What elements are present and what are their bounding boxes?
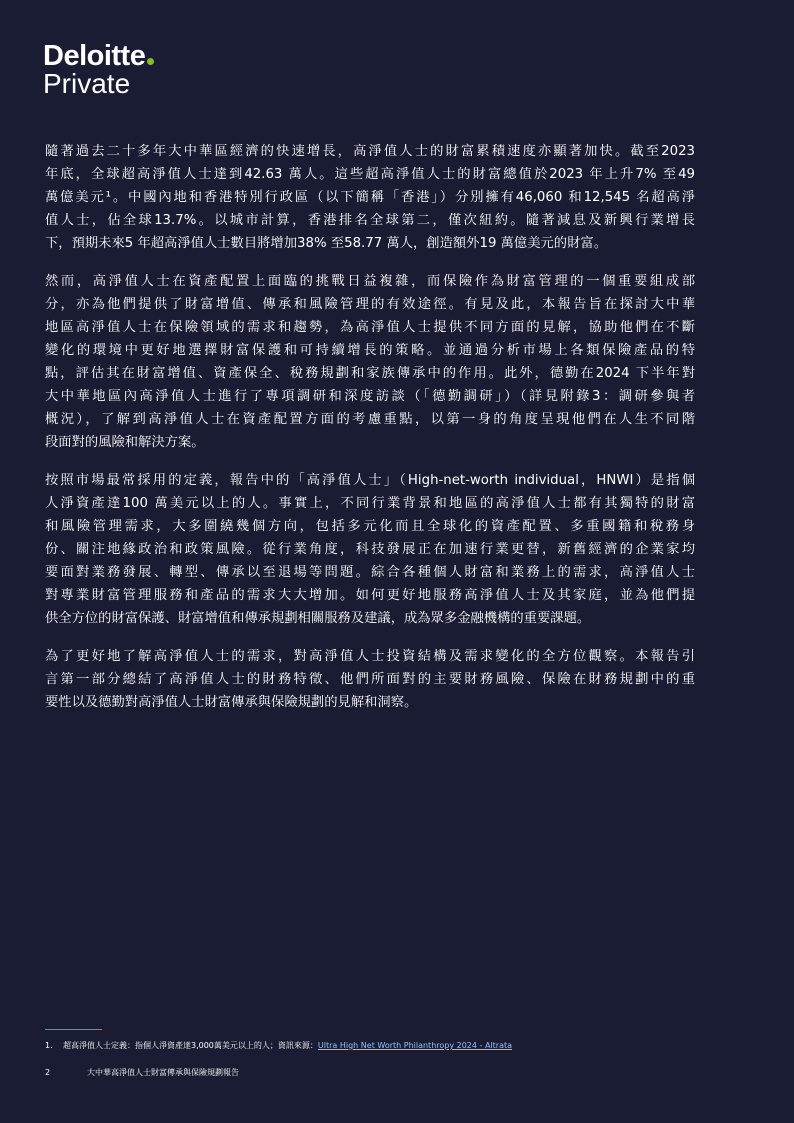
paragraph-line: 然而，高淨值人士在資產配置上面臨的挑戰日益複雜，而保險作為財富管理的一個重要組成部 xyxy=(45,274,695,289)
body-paragraph xyxy=(45,469,695,630)
paragraph-line: 對專業財富管理服務和產品的需求大大增加。如何更好地服務高淨值人士及其家庭，並為他們提 xyxy=(45,588,695,603)
paragraph-line: 人淨資產達100 萬美元以上的人。事實上，不同行業背景和地區的高淨值人士都有其獨特的財富 xyxy=(45,496,695,511)
paragraph-line: 言第一部分總結了高淨值人士的財務特徵、他們所面對的主要財務風險、保險在財務規劃中的重 xyxy=(45,672,695,687)
footnote-source-link[interactable]: Ultra High Net Worth Philanthropy 2024 - Altrata xyxy=(317,1041,513,1050)
paragraph-line: 萬億美元¹。中國內地和香港特別行政區（以下簡稱「香港」）分別擁有46,060 和12,545 名超高淨 xyxy=(45,190,695,205)
paragraph-line: 段面對的風險和解決方案。 xyxy=(45,435,205,450)
paragraph-line: 概況），了解到高淨值人士在資產配置方面的考慮重點，以第一身的角度呈現他們在人生不同階 xyxy=(45,412,695,427)
paragraph-line: 為了更好地了解高淨值人士的需求，對高淨值人士投資結構及需求變化的全方位觀察。本報告引 xyxy=(45,649,695,664)
body-paragraph xyxy=(45,645,695,714)
body-paragraph xyxy=(45,270,695,454)
logo-green-dot-icon xyxy=(147,58,154,65)
paragraph-line: 分，亦為他們提供了財富增值、傳承和風險管理的有效途徑。有見及此，本報告旨在探討大中華 xyxy=(45,297,695,312)
body-paragraph xyxy=(45,140,695,255)
paragraph-line: 地區高淨值人士在保險領域的需求和趨勢，為高淨值人士提供不同方面的見解，協助他們在不斷 xyxy=(45,320,695,335)
logo-brand-text: Deloitte xyxy=(43,40,146,72)
footnote-number: 1. xyxy=(45,1041,53,1050)
paragraph-line: 年底，全球超高淨值人士達到42.63 萬人。這些超高淨值人士的財富總值於2023 年上升7% 至49 xyxy=(45,167,695,182)
logo-subtitle: Private xyxy=(43,68,131,99)
paragraph-line: 大中華地區內高淨值人士進行了專項調研和深度訪談（「德勤調研」）（詳見附錄3：調研參與者 xyxy=(45,389,695,404)
footnote-divider xyxy=(45,1029,102,1030)
paragraph-line: 按照市場最常採用的定義，報告中的「高淨值人士」（High-net-worth individual，HNWI）是指個 xyxy=(45,473,695,488)
paragraph-line: 和風險管理需求，大多圍繞幾個方向，包括多元化而且全球化的資產配置、多重國籍和稅務身 xyxy=(45,519,695,534)
paragraph-line: 下，預期未來5 年超高淨值人士數目將增加38% 至58.77 萬人，創造額外19 萬億美元的財富。 xyxy=(45,236,607,251)
footnote-text: 超高淨值人士定義：指個人淨資產達3,000萬美元以上的人；資訊來源： xyxy=(63,1041,318,1050)
paragraph-line: 份、關注地緣政治和政策風險。從行業角度，科技發展正在加速行業更替，新舊經濟的企業家均 xyxy=(45,542,695,557)
paragraph-line: 值人士，佔全球13.7%。以城市計算，香港排名全球第二，僅次紐約。隨著減息及新興行業增長 xyxy=(45,213,695,228)
paragraph-line: 隨著過去二十多年大中華區經濟的快速增長，高淨值人士的財富累積速度亦顯著加快。截至2023 xyxy=(45,144,695,159)
paragraph-line: 點，評估其在財富增值、資產保全、稅務規劃和家族傳承中的作用。此外，德勤在2024 下半年對 xyxy=(45,366,695,381)
paragraph-line: 供全方位的財富保護、財富增值和傳承規劃相關服務及建議，成為眾多金融機構的重要課題。 xyxy=(45,611,591,626)
paragraph-line: 變化的環境中更好地選擇財富保護和可持續增長的策略。並通過分析市場上各類保險產品的特 xyxy=(45,343,695,358)
deloitte-private-logo xyxy=(43,40,154,98)
report-title: 大中華高淨值人士財富傳承與保險規劃報告 xyxy=(87,1068,239,1077)
body-text xyxy=(45,140,695,729)
page-footer xyxy=(45,1067,239,1079)
page-number: 2 xyxy=(45,1068,51,1077)
footnote xyxy=(45,1040,512,1052)
paragraph-line: 要性以及德勤對高淨值人士財富傳承與保險規劃的見解和洞察。 xyxy=(45,695,418,710)
paragraph-line: 要面對業務發展、轉型、傳承以至退場等問題。綜合各種個人財富和業務上的需求，高淨值人士 xyxy=(45,565,695,580)
